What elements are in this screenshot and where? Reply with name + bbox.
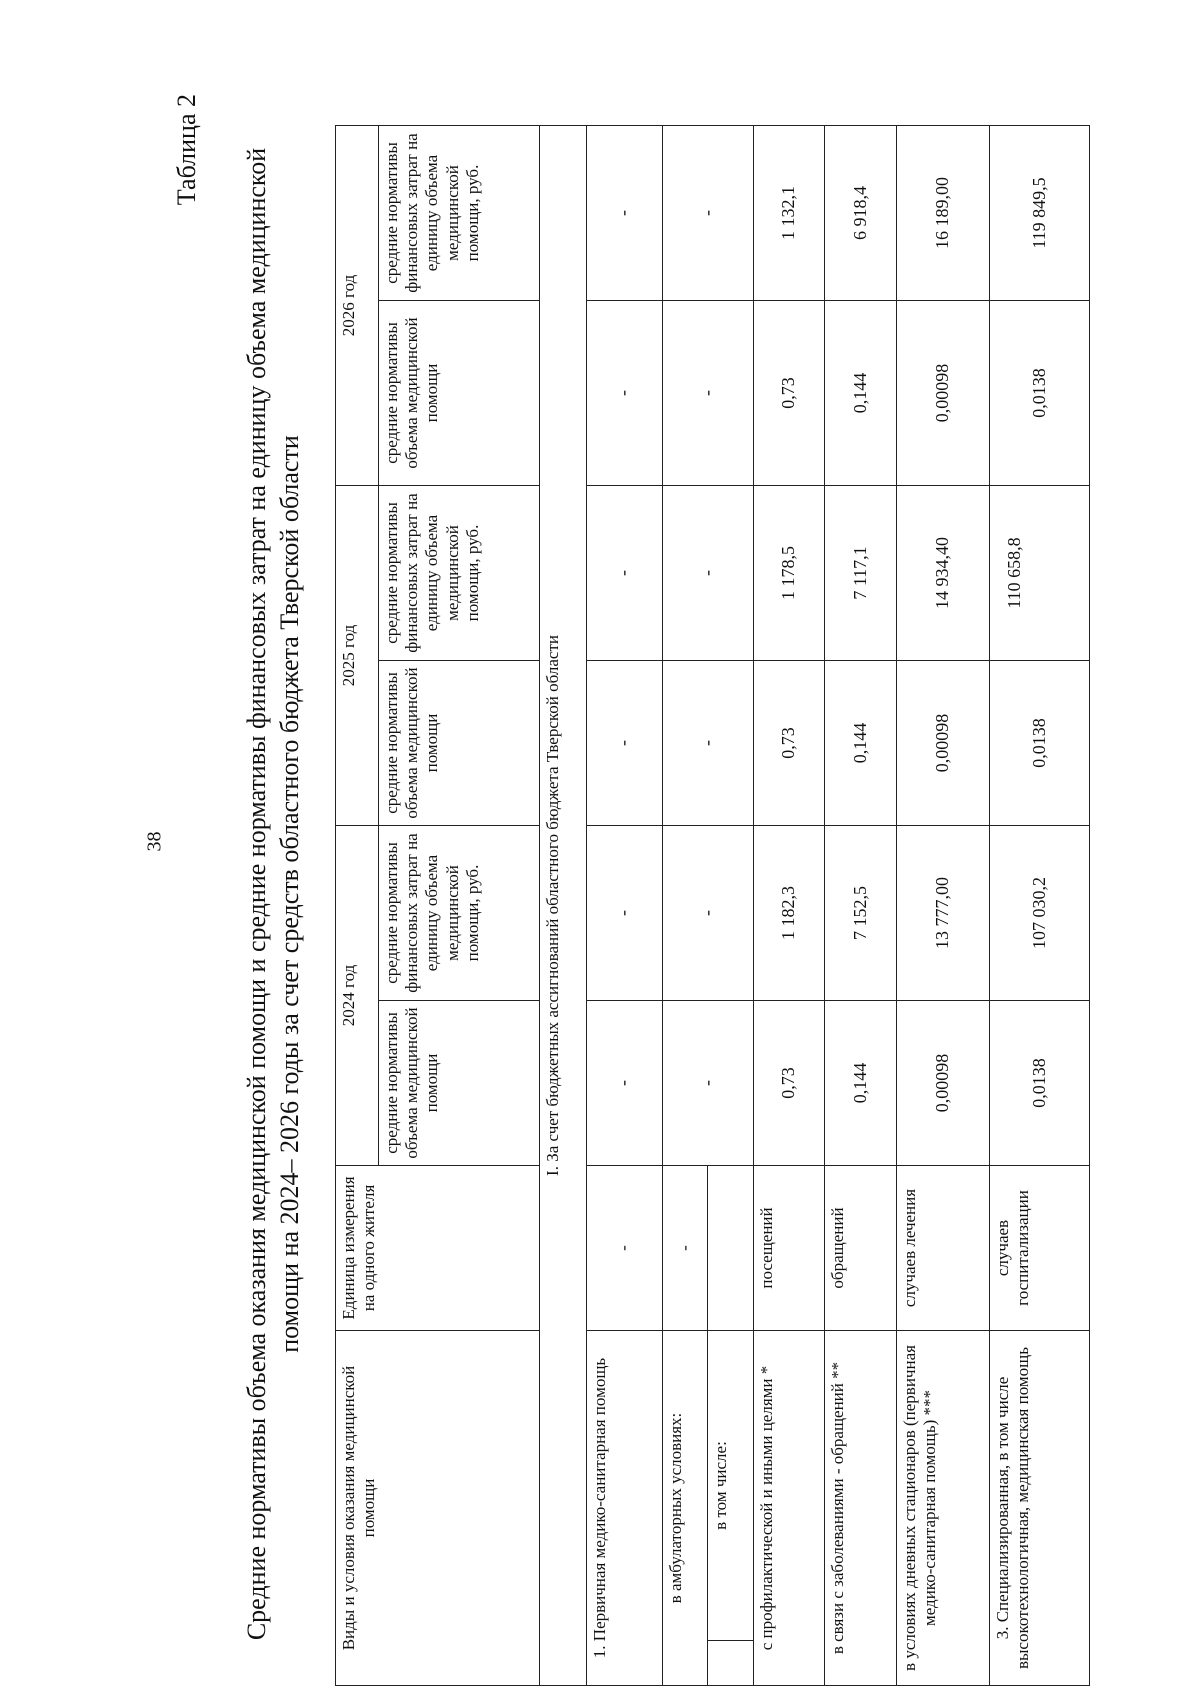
cell-cost-2025: 110 658,8 [990,486,1090,661]
cell-volume-2026: 0,0138 [990,301,1090,486]
cell-volume-2026: 0,144 [825,301,897,486]
cell-cost-2026: 6 918,4 [825,126,897,301]
cell-volume-2024: 0,0138 [990,1001,1090,1166]
cell-cost-2024: - [586,826,662,1001]
row-label: в том числе: [708,1331,754,1641]
row-unit: случаев госпитализации [990,1166,1090,1331]
header-cost-2025: средние нормативы финансовых затрат на единицу объема медицинской помощи, руб. [379,486,540,661]
row-label: 1. Первичная медико-санитарная помощь [586,1331,662,1686]
cell-cost-2026: 16 189,00 [896,126,989,301]
header-volume-2025: средние нормативы объема медицинской помощи [379,661,540,826]
table-row [896,126,989,1686]
cell-cost-2026: 1 132,1 [753,126,825,301]
row-unit [708,1166,754,1331]
header-type: Виды и условия оказания медицинской помощи [336,1331,540,1686]
header-cost-2024: средние нормативы финансовых затрат на единицу объема медицинской помощи, руб. [379,826,540,1001]
table-label: Таблица 2 [172,94,201,206]
header-volume-2026: средние нормативы объема медицинской помощи [379,301,540,486]
table-row [753,126,825,1686]
cell-volume-2026: 0,00098 [896,301,989,486]
table-row [990,126,1090,1686]
cell-volume-2025: - [586,661,662,826]
header-year-2025: 2025 год [336,486,379,826]
header-year-2026: 2026 год [336,126,379,486]
cell-cost-2024: 1 182,3 [753,826,825,1001]
cell-cost-2024: 7 152,5 [825,826,897,1001]
cell-volume-2026: 0,73 [753,301,825,486]
row-unit: - [586,1166,662,1331]
cell-volume-2025: - [662,661,753,826]
cell-volume-2026: - [662,301,753,486]
cell-volume-2024: 0,73 [753,1001,825,1166]
cell-cost-2026: - [662,126,753,301]
table-row [662,126,708,1686]
cell-cost-2025: 7 117,1 [825,486,897,661]
row-label: в условиях дневных стационаров (первичная медико-санитарная помощь) *** [896,1331,989,1686]
cell-volume-2024: 0,00098 [896,1001,989,1166]
row-unit: случаев лечения [896,1166,989,1331]
row-unit: - [662,1166,708,1331]
header-volume-2024: средние нормативы объема медицинской помощи [379,1001,540,1166]
row-unit: обращений [825,1166,897,1331]
table-row [825,126,897,1686]
cell-cost-2025: - [662,486,753,661]
cell-cost-2024: 13 777,00 [896,826,989,1001]
table-row [586,126,662,1686]
header-cost-2026: средние нормативы финансовых затрат на единицу объема медицинской помощи, руб. [379,126,540,301]
cell-cost-2025: 1 178,5 [753,486,825,661]
row-label: 3. Специализированная, в том числе высокотехнологичная, медицинская помощь [990,1331,1090,1686]
section-header: I. За счет бюджетных ассигнований областного бюджета Тверской области [539,126,586,1686]
norms-table [335,125,1090,1686]
row-label: в связи с заболеваниями - обращений ** [825,1331,897,1686]
row-label: в амбулаторных условиях: [662,1331,708,1686]
indent-cell [708,1641,754,1686]
cell-volume-2024: - [662,1001,753,1166]
cell-volume-2025: 0,00098 [896,661,989,826]
cell-volume-2025: 0,144 [825,661,897,826]
cell-cost-2024: 107 030,2 [990,826,1090,1001]
table-title: Средние нормативы объема оказания медицинской помощи и средние нормативы финансовых затрат на единицу объема медицинской помощи на 2024– 2026 годы за счет средств областного бюджета Тверской области [242,147,305,1641]
row-unit: посещений [753,1166,825,1331]
cell-cost-2025: 14 934,40 [896,486,989,661]
cell-cost-2025: - [586,486,662,661]
header-unit: Единица измерения на одного жителя [336,1166,540,1331]
cell-volume-2025: 0,73 [753,661,825,826]
cell-cost-2024: - [662,826,753,1001]
cell-volume-2025: 0,0138 [990,661,1090,826]
cell-volume-2026: - [586,301,662,486]
cell-cost-2026: 119 849,5 [990,126,1090,301]
header-year-2024: 2024 год [336,826,379,1166]
rotated-page [140,84,1100,1704]
cell-cost-2026: - [586,126,662,301]
cell-volume-2024: - [586,1001,662,1166]
cell-volume-2024: 0,144 [825,1001,897,1166]
page-number: 38 [143,831,166,852]
row-label: с профилактической и иными целями * [753,1331,825,1686]
